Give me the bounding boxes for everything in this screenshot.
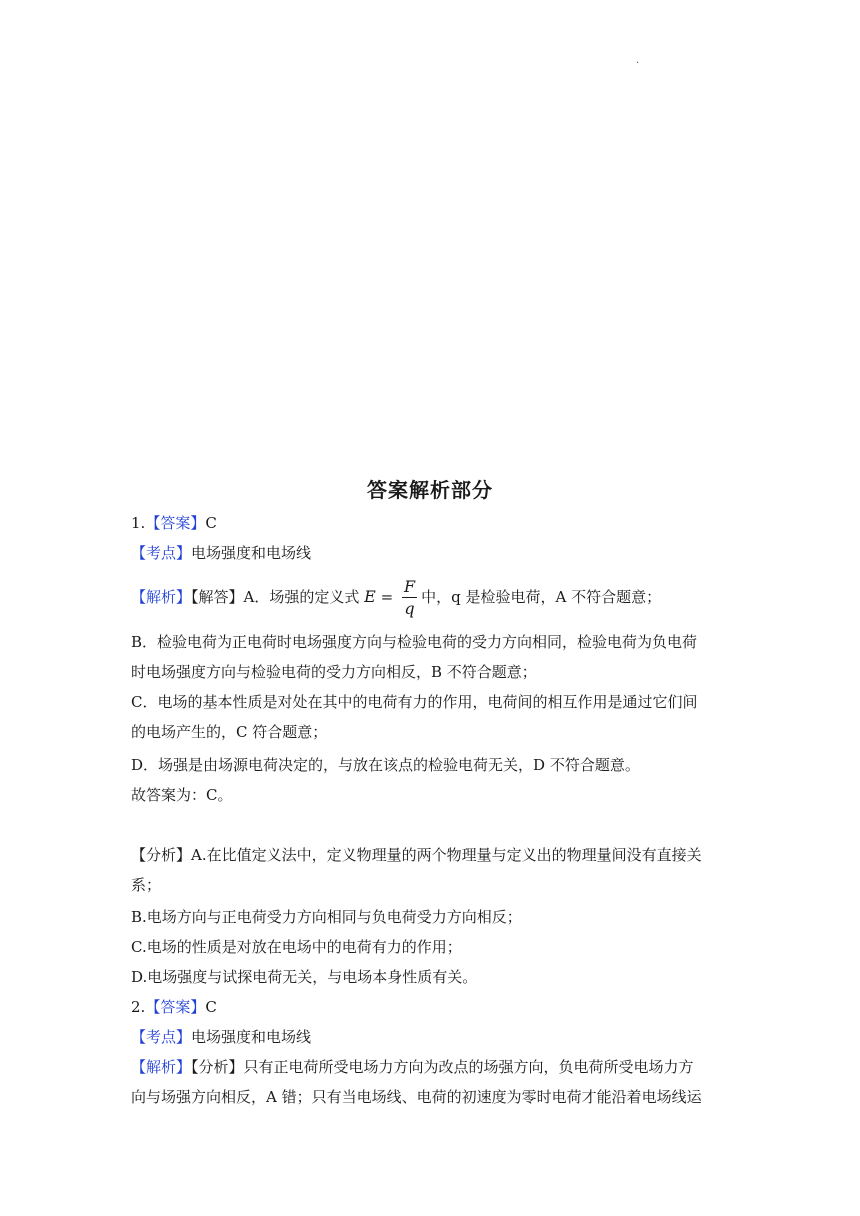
q1-fenxi-b: B.电场方向与正电荷受力方向相同与负电荷受力方向相反； xyxy=(131,908,522,926)
header-mark: · xyxy=(636,58,640,69)
q2-kaodian: 电场强度和电场线 xyxy=(191,1028,312,1046)
q1-fenxi-d: D.电场强度与试探电荷无关，与电场本身性质有关。 xyxy=(131,968,478,986)
q1-fenxi-line1: 【分析】A.在比值定义法中，定义物理量的两个物理量与定义出的物理量间没有直接关 xyxy=(131,846,702,864)
q1-line-b1: B．检验电荷为正电荷时电场强度方向与检验电荷的受力方向相同，检验电荷为负电荷 xyxy=(131,633,698,651)
formula-numerator: F xyxy=(403,577,416,596)
q1-kaodian-tag: 【考点】 xyxy=(131,544,192,562)
q1-fenxi-line2: 系； xyxy=(131,876,162,894)
q1-kaodian-line xyxy=(131,542,736,564)
q1-line-b2: 时电场强度方向与检验电荷的受力方向相反，B 不符合题意； xyxy=(131,663,537,681)
q2-jiexi-line xyxy=(131,1056,736,1078)
q2-kaodian-tag: 【考点】 xyxy=(131,1028,192,1046)
q1-answer-tag: 【答案】 xyxy=(145,514,206,532)
q1-line-a-before: A．场强的定义式 xyxy=(243,588,360,606)
q1-kaodian: 电场强度和电场线 xyxy=(191,544,312,562)
q1-answer: C xyxy=(205,514,217,532)
q1-jiexi-tag: 【解析】 xyxy=(131,588,192,606)
q1-answer-line xyxy=(131,512,736,534)
q1-conclusion: 故答案为：C。 xyxy=(131,786,233,804)
q1-fenxi-c: C.电场的性质是对放在电场中的电荷有力的作用； xyxy=(131,938,462,956)
q2-answer-tag: 【答案】 xyxy=(145,998,206,1016)
q1-line-c1: C．电场的基本性质是对处在其中的电荷有力的作用，电荷间的相互作用是通过它们间 xyxy=(131,693,698,711)
q2-line2: 向与场强方向相反，A 错；只有当电场线、电荷的初速度为零时电荷才能沿着电场线运 xyxy=(131,1088,702,1106)
formula-eq: = xyxy=(380,588,394,606)
q2-fenxi-tag: 【分析】 xyxy=(191,1058,244,1076)
q1-jieda-tag: 【解答】 xyxy=(191,588,244,606)
q2-answer-line xyxy=(131,996,736,1018)
q2-number: 2. xyxy=(131,998,146,1016)
formula-denominator: q xyxy=(404,599,415,618)
q1-number: 1. xyxy=(131,514,146,532)
q2-jiexi-tag: 【解析】 xyxy=(131,1058,192,1076)
q2-kaodian-line xyxy=(131,1026,736,1048)
q1-jiexi-line xyxy=(131,572,736,622)
formula-lhs: E xyxy=(364,587,376,606)
q1-line-c2: 的电场产生的，C 符合题意； xyxy=(131,723,328,741)
q1-line-d: D．场强是由场源电荷决定的，与放在该点的检验电荷无关，D 不符合题意。 xyxy=(131,756,640,774)
formula-fraction xyxy=(402,579,417,617)
q2-line1: 只有正电荷所受电场力方向为改点的场强方向，负电荷所受电场力方 xyxy=(243,1058,694,1076)
section-title: 答案解析部分 xyxy=(367,478,493,502)
q1-line-a-after: 中，q 是检验电荷，A 不符合题意； xyxy=(421,588,662,606)
q2-answer: C xyxy=(205,998,217,1016)
